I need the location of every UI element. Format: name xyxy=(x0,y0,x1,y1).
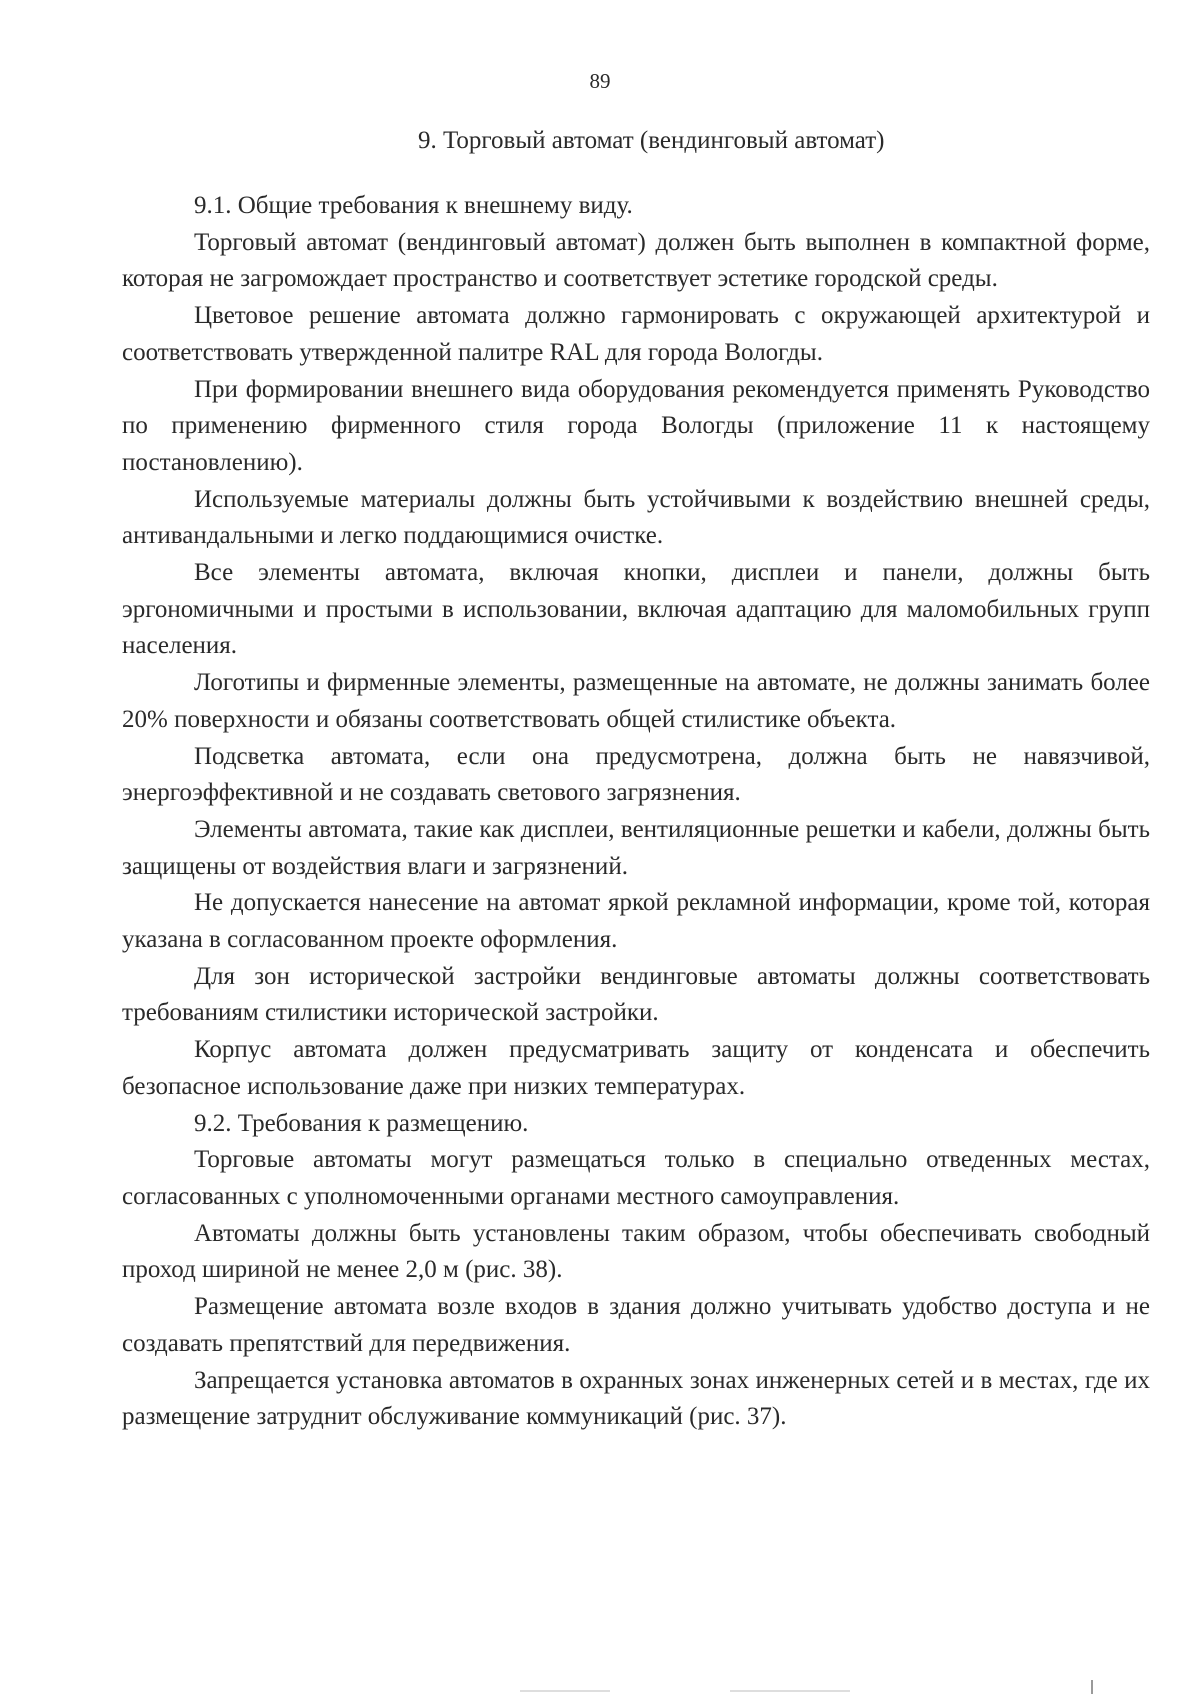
paragraph: Торговый автомат (вендинговый автомат) должен быть выполнен в компактной форме, которая не загромождает пространство и соответствует эстетике городской среды. xyxy=(122,228,1150,293)
paragraph: Цветовое решение автомата должно гармонировать с окружающей архитектурой и соответствовать утвержденной палитре RAL для города Вологды. xyxy=(122,302,1150,366)
scan-edge-mark xyxy=(730,1690,850,1692)
paragraph: Запрещается установка автоматов в охранных зонах инженерных сетей и в местах, где их размещение затруднит обслуживание коммуникаций (рис. 37). xyxy=(122,1366,1150,1431)
paragraph: Подсветка автомата, если она предусмотрена, должна быть не навязчивой, энергоэффективной и не создавать светового загрязнения. xyxy=(122,742,1150,807)
paragraph: Для зон исторической застройки вендинговые автоматы должны соответствовать требованиям стилистики исторической застройки. xyxy=(122,962,1150,1027)
page-number: 89 xyxy=(589,69,611,93)
paragraph: Автоматы должны быть установлены таким образом, чтобы обеспечивать свободный проход шириной не менее 2,0 м (рис. 38). xyxy=(122,1219,1150,1284)
paragraph: Размещение автомата возле входов в здания должно учитывать удобство доступа и не создавать препятствий для передвижения. xyxy=(122,1293,1150,1357)
paragraph: Торговые автоматы могут размещаться только в специально отведенных местах, согласованных с уполномоченными органами местного самоуправления. xyxy=(122,1146,1150,1210)
paragraph: При формировании внешнего вида оборудования рекомендуется применять Руководство по применению фирменного стиля города Вологды (приложение 11 к настоящему постановлению). xyxy=(122,375,1150,476)
paragraph: Корпус автомата должен предусматривать защиту от конденсата и обеспечить безопасное использование даже при низких температурах. xyxy=(122,1036,1150,1100)
document-body xyxy=(122,188,1150,1436)
paragraph: Логотипы и фирменные элементы, размещенные на автомате, не должны занимать более 20% поверхности и обязаны соответствовать общей стилистике объекта. xyxy=(122,669,1150,733)
paragraph: Не допускается нанесение на автомат яркой рекламной информации, кроме той, которая указана в согласованном проекте оформления. xyxy=(122,889,1150,954)
section-title: 9. Торговый автомат (вендинговый автомат) xyxy=(418,127,885,154)
paragraph: Элементы автомата, такие как дисплеи, вентиляционные решетки и кабели, должны быть защищены от воздействия влаги и загрязнений. xyxy=(122,815,1150,880)
paragraph: Все элементы автомата, включая кнопки, дисплеи и панели, должны быть эргономичными и простыми в использовании, включая адаптацию для маломобильных групп населения. xyxy=(122,559,1150,660)
paragraph: Используемые материалы должны быть устойчивыми к воздействию внешней среды, антивандальными и легко поддающимися очистке. xyxy=(122,485,1150,550)
subsection-heading-9-2: 9.2. Требования к размещению. xyxy=(194,1109,529,1137)
scan-edge-mark xyxy=(1091,1680,1093,1694)
subsection-heading-9-1: 9.1. Общие требования к внешнему виду. xyxy=(194,192,633,219)
scan-edge-mark xyxy=(520,1690,610,1692)
